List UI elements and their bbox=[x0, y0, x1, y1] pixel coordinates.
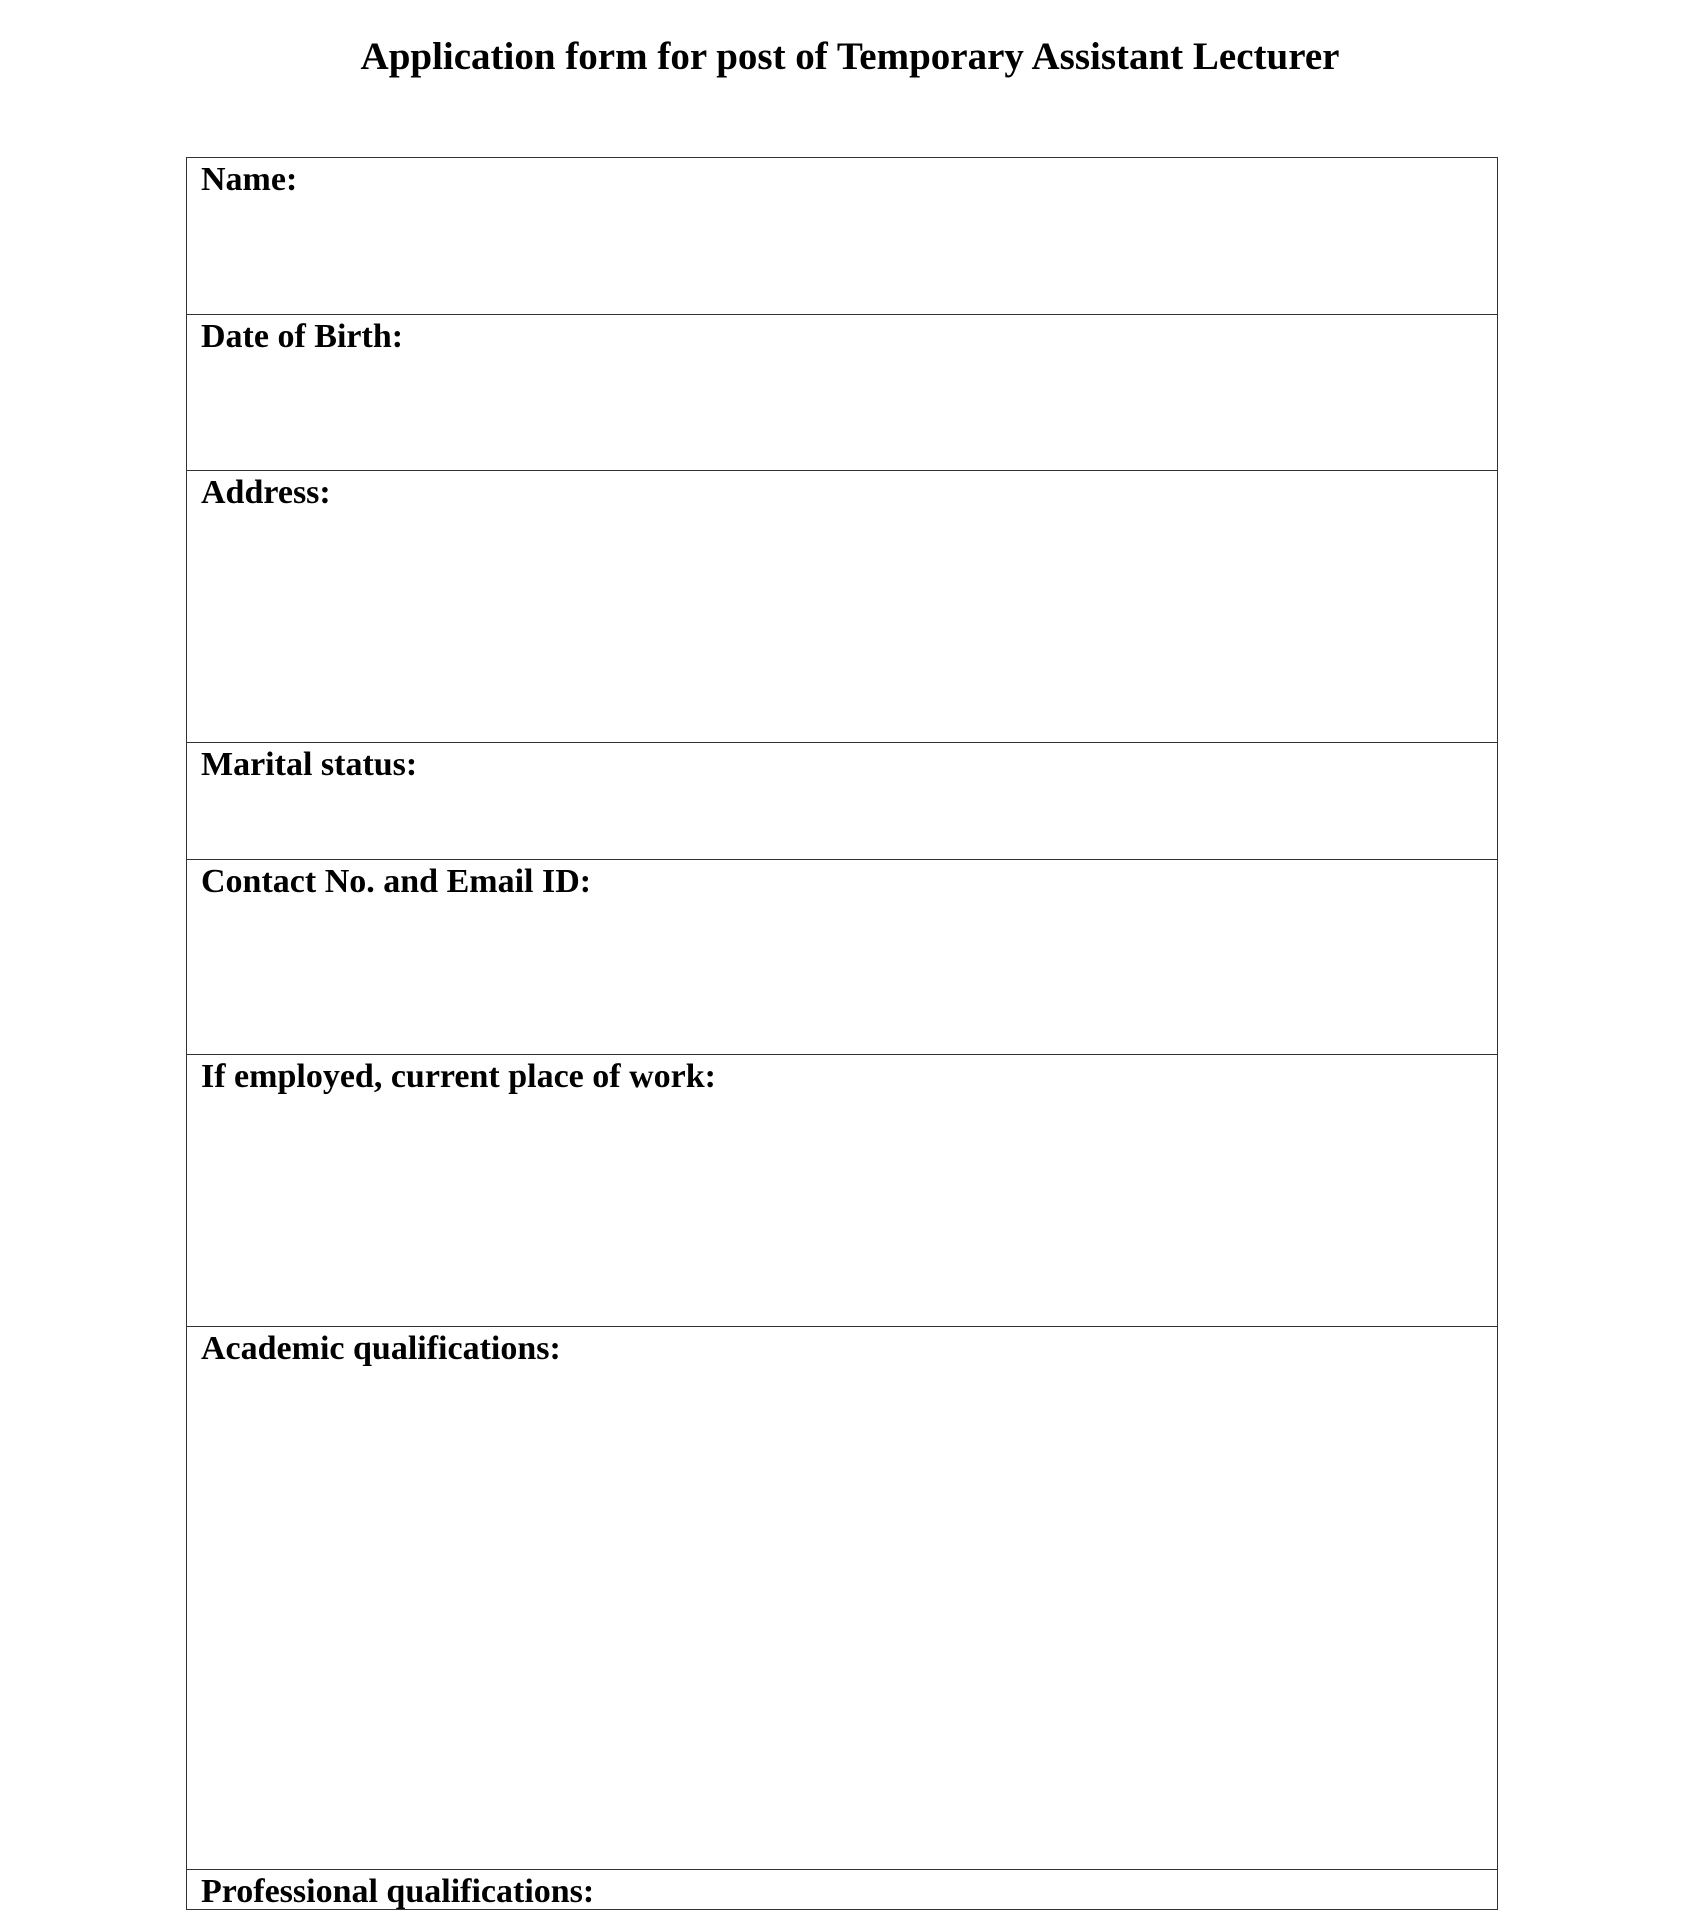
address-field[interactable] bbox=[187, 470, 1497, 742]
address-label: Address: bbox=[201, 474, 331, 511]
date-of-birth-label: Date of Birth: bbox=[201, 318, 404, 355]
contact-email-label: Contact No. and Email ID: bbox=[201, 863, 592, 900]
name-label: Name: bbox=[201, 161, 298, 198]
professional-qualifications-label: Professional qualifications: bbox=[201, 1873, 595, 1910]
application-form-table bbox=[186, 157, 1498, 1910]
current-workplace-field[interactable] bbox=[187, 1054, 1497, 1326]
contact-email-field[interactable] bbox=[187, 859, 1497, 1054]
page-title: Application form for post of Temporary Assistant Lecturer bbox=[360, 35, 1340, 78]
current-workplace-label: If employed, current place of work: bbox=[201, 1058, 716, 1095]
academic-qualifications-label: Academic qualifications: bbox=[201, 1330, 561, 1367]
marital-status-field[interactable] bbox=[187, 742, 1497, 859]
date-of-birth-field[interactable] bbox=[187, 314, 1497, 470]
professional-qualifications-field[interactable] bbox=[187, 1869, 1497, 1909]
name-field[interactable] bbox=[187, 158, 1497, 314]
marital-status-label: Marital status: bbox=[201, 746, 418, 783]
academic-qualifications-field[interactable] bbox=[187, 1326, 1497, 1869]
